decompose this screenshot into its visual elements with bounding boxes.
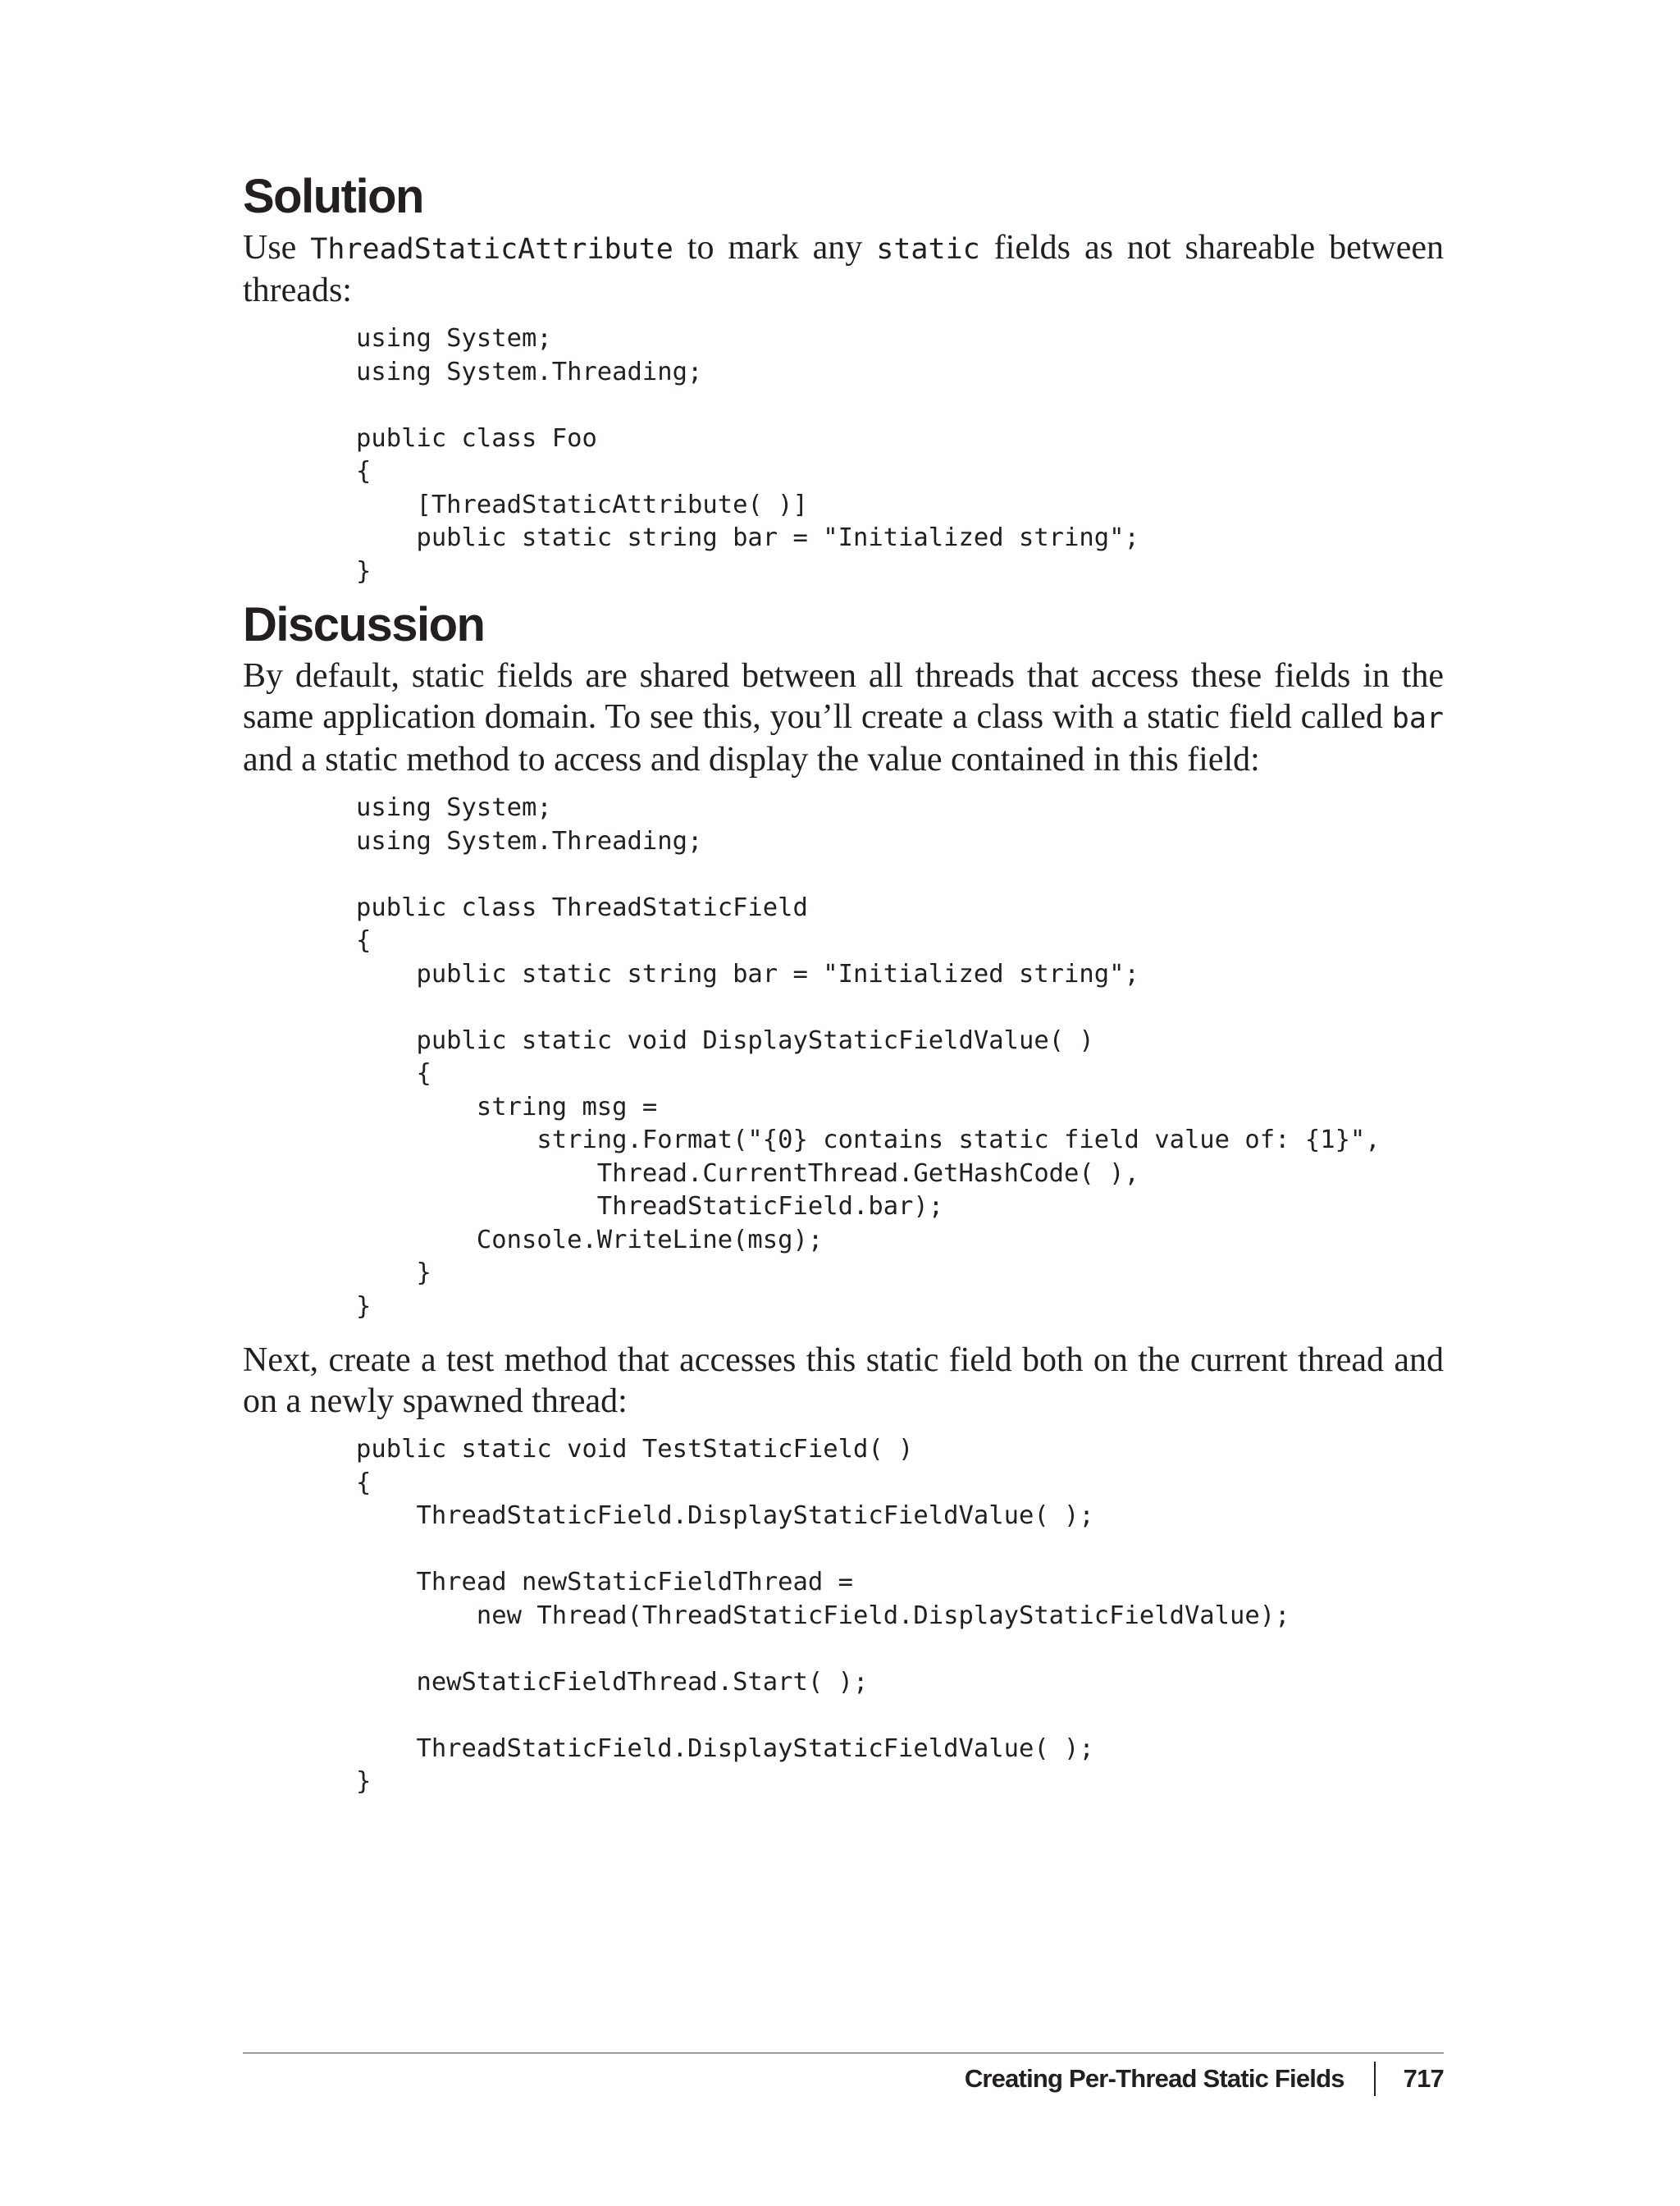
discussion-paragraph-1 [243, 655, 1444, 780]
intro-text-3: fields as not shareable between threads: [243, 229, 1444, 309]
code-block-foo: using System; using System.Threading; public class Foo { [ThreadStaticAttribute( )] public static string bar = "Initialized string"; } [356, 324, 1139, 586]
page-footer [243, 2053, 1444, 2096]
discussion-text-1: By default, static fields are shared between all threads that access these fields in the same application domain. To see this, you’ll create a class with a static field called [243, 657, 1444, 736]
discussion-heading: Discussion [243, 598, 485, 651]
intro-text-1: Use [243, 229, 311, 267]
inline-code-static: static [876, 233, 980, 266]
intro-text-2: to mark any [673, 229, 877, 267]
code-block-threadstaticfield: using System; using System.Threading; public class ThreadStaticField { public static string bar = "Initialized string"; public static void DisplayStaticFieldValue( ) { string msg = string.Format("{0} contains static field value of: {1}", Thread.CurrentThread.GetHashCode( ), ThreadStaticField.bar); Console.WriteLine(msg); } } [356, 793, 1381, 1321]
inline-code-threadstaticattribute: ThreadStaticAttribute [310, 233, 673, 266]
solution-intro-paragraph [243, 227, 1444, 311]
code-block-teststaticfield: public static void TestStaticField( ) { ThreadStaticField.DisplayStaticFieldValue( ); Thread newStaticFieldThread = new Thread(ThreadStaticField.DisplayStaticFieldValue); newStaticFieldThread.Start( ); ThreadStaticField.DisplayStaticFieldValue( ); } [356, 1435, 1290, 1796]
discussion-paragraph-2: Next, create a test method that accesses this static field both on the current thread and on a newly spawned thread: [243, 1341, 1444, 1420]
page-content [243, 168, 1444, 1799]
footer-separator [1374, 2062, 1376, 2096]
inline-code-bar: bar [1391, 702, 1444, 735]
footer-line [243, 2062, 1444, 2096]
solution-heading: Solution [243, 170, 423, 223]
footer-section-title: Creating Per-Thread Static Fields [964, 2064, 1344, 2093]
discussion-text-2: and a static method to access and display the value contained in this field: [243, 741, 1260, 779]
footer-page-number: 717 [1403, 2064, 1444, 2093]
